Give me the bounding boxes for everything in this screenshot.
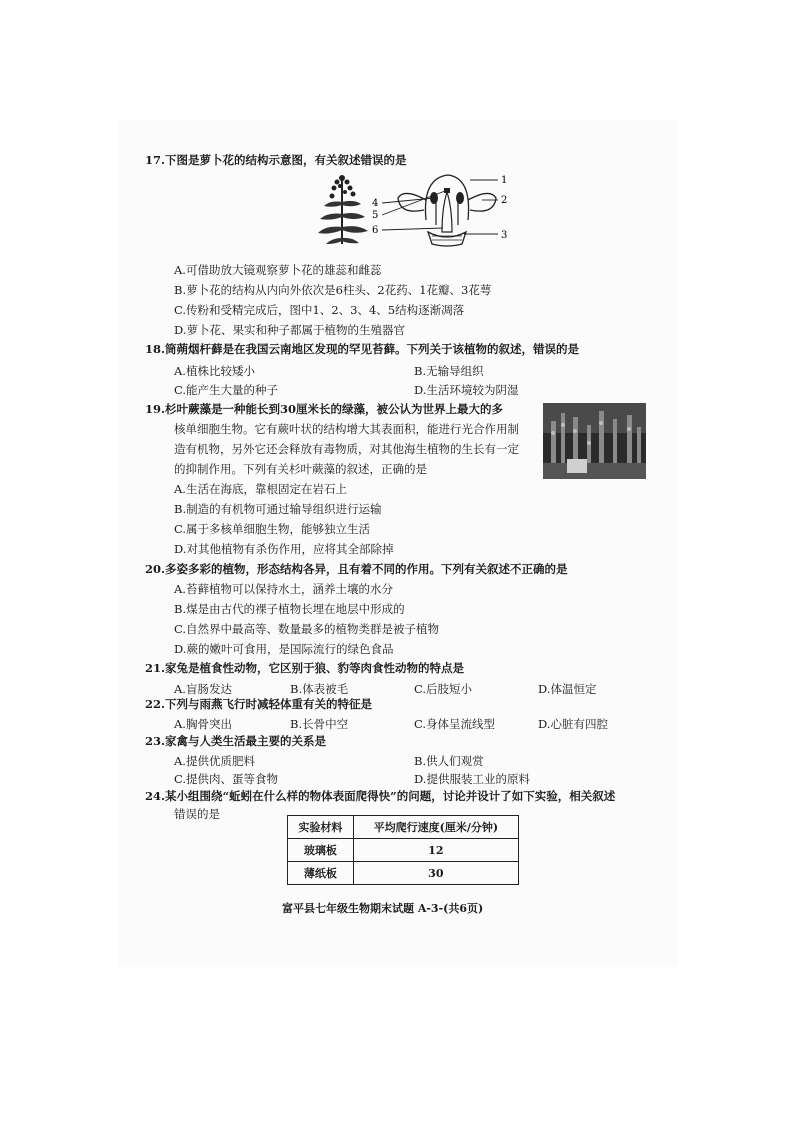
q22-option-a: A.胸骨突出 [174,717,232,731]
q19-stem-line-3: 造有机物，另外它还会释放有毒物质，对其他海生植物的生长有一定 [174,442,519,456]
q21-option-d: D.体温恒定 [538,682,597,696]
flower-label-4: 4 [372,198,379,209]
table-cell-material: 玻璃板 [288,839,354,862]
q18-option-d: D.生活环境较为阴湿 [414,383,519,397]
q20-option-b: B.煤是由古代的裸子植物长埋在地层中形成的 [174,602,405,616]
q23-stem: 23.家禽与人类生活最主要的关系是 [145,734,327,748]
q24-stem-line-1: 24.某小组围绕“蚯蚓在什么样的物体表面爬得快”的问题，讨论并设计了如下实验，相关叙述 [145,789,616,803]
table-cell-speed: 12 [353,839,518,862]
table-cell-material: 薄纸板 [288,862,354,885]
q19-option-a: A.生活在海底，靠根固定在岩石上 [174,482,347,496]
flower-label-2: 2 [501,195,508,206]
q20-option-c: C.自然界中最高等、数量最多的植物类群是被子植物 [174,622,440,636]
page-footer: 富平县七年级生物期末试题 A-3-(共6页) [282,902,484,915]
q17-option-b: B.萝卜花的结构从内向外依次是6柱头、2花药、1花瓣、3花萼 [174,283,492,297]
q17-option-c: C.传粉和受精完成后，图中1、2、3、4、5结构逐渐凋落 [174,303,465,317]
radish-plant-illustration [312,172,372,247]
table-row [288,839,519,862]
flower-label-5: 5 [372,210,379,221]
q23-option-d: D.提供服装工业的原料 [414,772,530,786]
table-header-material: 实验材料 [288,816,354,839]
q23-option-a: A.提供优质肥料 [174,754,255,768]
q18-stem: 18.筒蒴烟杆藓是在我国云南地区发现的罕见苔藓。下列关于该植物的叙述，错误的是 [145,342,580,356]
q18-option-b: B.无输导组织 [414,364,484,378]
table-header-speed: 平均爬行速度(厘米/分钟) [353,816,518,839]
q17-option-a: A.可借助放大镜观察萝卜花的雄蕊和雌蕊 [174,263,382,277]
q20-option-a: A.苔藓植物可以保持水土，涵养土壤的水分 [174,582,393,596]
q23-option-c: C.提供肉、蛋等食物 [174,772,279,786]
q21-option-b: B.体表被毛 [290,682,349,696]
q21-option-a: A.盲肠发达 [174,682,232,696]
table-header-row [288,816,519,839]
q22-option-c: C.身体呈流线型 [414,717,496,731]
caulerpa-algae-photo [543,403,646,479]
q17-option-d: D.萝卜花、果实和种子都属于植物的生殖器官 [174,323,405,337]
q21-stem: 21.家兔是植食性动物，它区别于狼、豹等肉食性动物的特点是 [145,661,465,675]
table-row [288,862,519,885]
table-cell-speed: 30 [353,862,518,885]
q19-option-d: D.对其他植物有杀伤作用，应将其全部除掉 [174,542,394,556]
q24-stem-line-2: 错误的是 [174,807,220,821]
q19-stem-line-4: 的抑制作用。下列有关杉叶蕨藻的叙述，正确的是 [174,462,427,476]
q19-stem-line-2: 核单细胞生物。它有蕨叶状的结构增大其表面积，能进行光合作用制 [174,422,519,436]
q18-option-a: A.植株比较矮小 [174,364,255,378]
q20-option-d: D.蕨的嫩叶可食用，是国际流行的绿色食品 [174,642,394,656]
q22-option-d: D.心脏有四腔 [538,717,608,731]
q20-stem: 20.多姿多彩的植物，形态结构各异，且有着不同的作用。下列有关叙述不正确的是 [145,562,568,576]
q19-option-c: C.属于多核单细胞生物，能够独立生活 [174,522,371,536]
q19-option-b: B.制造的有机物可通过输导组织进行运输 [174,502,382,516]
flower-label-6: 6 [372,225,379,236]
q23-option-b: B.供人们观赏 [414,754,484,768]
q18-option-c: C.能产生大量的种子 [174,383,279,397]
q21-option-c: C.后肢短小 [414,682,473,696]
q17-stem: 17.下图是萝卜花的结构示意图，有关叙述错误的是 [145,153,407,167]
flower-label-1: 1 [501,175,508,186]
experiment-table [287,815,519,885]
q22-option-b: B.长骨中空 [290,717,349,731]
q22-stem: 22.下列与雨燕飞行时减轻体重有关的特征是 [145,697,373,711]
q19-stem-line-1: 19.杉叶蕨藻是一种能长到30厘米长的绿藻，被公认为世界上最大的多 [145,402,504,416]
flower-label-3: 3 [501,230,508,241]
flower-structure-diagram [370,170,520,250]
